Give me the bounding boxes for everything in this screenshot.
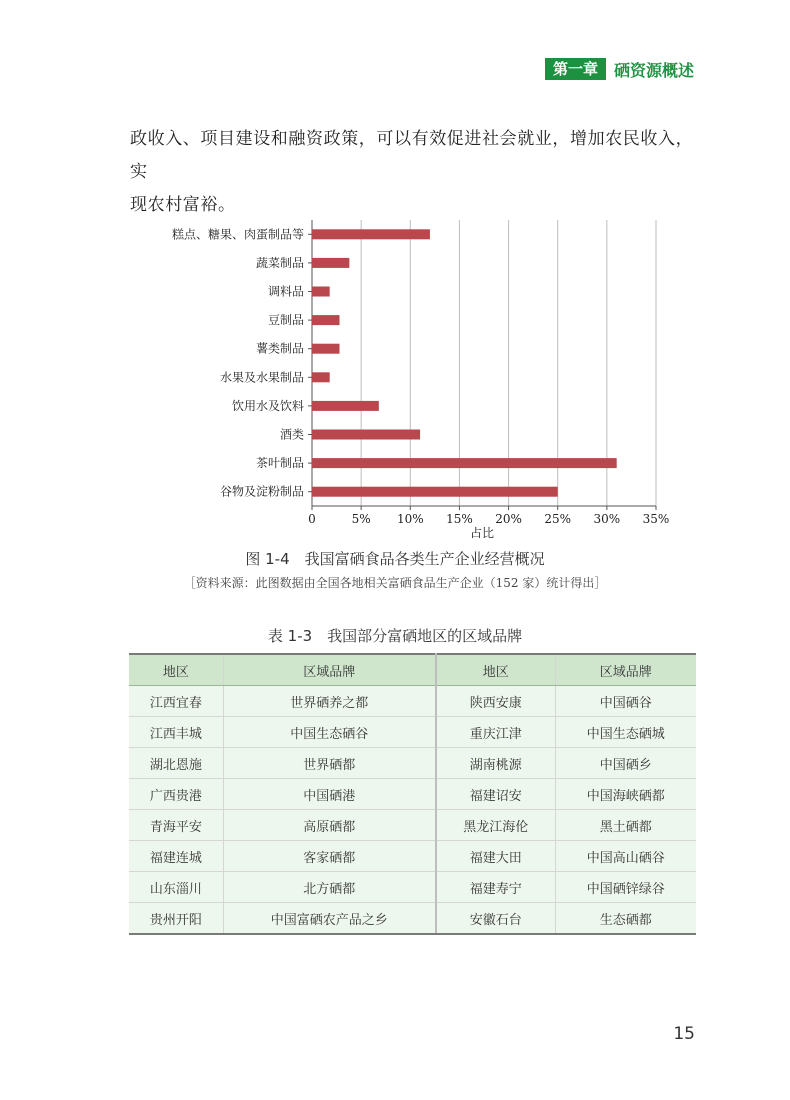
table-cell: 福建连城 xyxy=(129,841,223,872)
table-cell: 中国生态硒城 xyxy=(555,717,696,748)
chapter-badge: 第一章 xyxy=(545,58,606,80)
table-cell: 北方硒都 xyxy=(223,872,436,903)
table-cell: 黑土硒都 xyxy=(555,810,696,841)
chart-category-label: 饮用水及饮料 xyxy=(231,398,304,413)
table-cell: 中国硒港 xyxy=(223,779,436,810)
table-cell: 陕西安康 xyxy=(436,686,555,717)
table-row xyxy=(129,686,696,717)
table-cell: 世界硒都 xyxy=(223,748,436,779)
chart-x-axis-label: 占比 xyxy=(469,526,495,540)
table-cell: 客家硒都 xyxy=(223,841,436,872)
table-row xyxy=(129,903,696,935)
table-row xyxy=(129,810,696,841)
chart-category-label: 蔬菜制品 xyxy=(255,255,304,270)
chart-x-tick-label: 35% xyxy=(642,512,670,526)
table-header-row xyxy=(129,654,696,686)
chart-category-label: 豆制品 xyxy=(267,313,304,328)
chart-x-tick-label: 25% xyxy=(544,512,572,526)
chart-x-tick-label: 20% xyxy=(495,512,522,526)
chart-category-label: 糕点、糖果、肉蛋制品等 xyxy=(171,227,304,242)
table-cell: 青海平安 xyxy=(129,810,223,841)
chart-bar xyxy=(312,372,330,382)
table-row xyxy=(129,779,696,810)
table-cell: 中国生态硒谷 xyxy=(223,717,436,748)
table-cell: 中国硒谷 xyxy=(555,686,696,717)
table-cell: 世界硒养之都 xyxy=(223,686,436,717)
table-cell: 中国高山硒谷 xyxy=(555,841,696,872)
chart-category-label: 茶叶制品 xyxy=(255,456,304,471)
chart-x-tick-label: 0 xyxy=(308,512,316,526)
figure-source: ［资料来源：此图数据由全国各地相关富硒食品生产企业（152 家）统计得出］ xyxy=(183,576,607,590)
table-row xyxy=(129,748,696,779)
chart-category-label: 水果及水果制品 xyxy=(219,370,304,385)
table-cell: 湖北恩施 xyxy=(129,748,223,779)
chart-bar xyxy=(312,315,340,325)
bar-chart xyxy=(0,210,790,545)
table-header-cell: 区域品牌 xyxy=(223,654,436,686)
table-cell: 安徽石台 xyxy=(436,903,555,935)
table-cell: 湖南桃源 xyxy=(436,748,555,779)
table-cell: 重庆江津 xyxy=(436,717,555,748)
chart-category-label: 酒类 xyxy=(279,427,304,442)
chart-bar xyxy=(312,458,617,468)
page-number: 15 xyxy=(673,1024,695,1044)
chart-bar xyxy=(312,229,430,239)
table-cell: 中国硒乡 xyxy=(555,748,696,779)
chart-x-tick-label: 5% xyxy=(351,512,371,526)
table-cell: 广西贵港 xyxy=(129,779,223,810)
table-header-cell: 地区 xyxy=(129,654,223,686)
table-cell: 福建诏安 xyxy=(436,779,555,810)
region-brand-table xyxy=(129,653,696,935)
table-cell: 山东淄川 xyxy=(129,872,223,903)
table-cell: 高原硒都 xyxy=(223,810,436,841)
chart-bar xyxy=(312,344,340,354)
table-header-cell: 区域品牌 xyxy=(555,654,696,686)
table-cell: 江西丰城 xyxy=(129,717,223,748)
chart-bar xyxy=(312,487,558,497)
body-line-1: 政收入、项目建设和融资政策，可以有效促进社会就业，增加农民收入，实 xyxy=(130,129,694,182)
table-caption: 表 1-3 我国部分富硒地区的区域品牌 xyxy=(267,627,523,645)
table-row xyxy=(129,872,696,903)
chapter-title: 硒资源概述 xyxy=(613,60,694,80)
chart-category-label: 调料品 xyxy=(267,284,304,299)
table-cell: 生态硒都 xyxy=(555,903,696,935)
chart-x-tick-label: 30% xyxy=(593,512,621,526)
chart-category-label: 薯类制品 xyxy=(255,341,304,356)
table-cell: 江西宜春 xyxy=(129,686,223,717)
body-line-2: 现农村富裕。 xyxy=(130,195,236,215)
table-cell: 中国富硒农产品之乡 xyxy=(223,903,436,935)
body-paragraph xyxy=(130,123,700,222)
table-cell: 黑龙江海伦 xyxy=(436,810,555,841)
chart-x-tick-label: 10% xyxy=(396,512,424,526)
running-header xyxy=(545,58,694,80)
table-row xyxy=(129,717,696,748)
table-cell: 中国海峡硒都 xyxy=(555,779,696,810)
chart-category-label: 谷物及淀粉制品 xyxy=(219,484,304,499)
table-cell: 福建寿宁 xyxy=(436,872,555,903)
figure-caption: 图 1-4 我国富硒食品各类生产企业经营概况 xyxy=(245,550,545,568)
chart-bar xyxy=(312,258,349,268)
chart-bar xyxy=(312,401,379,411)
table-row xyxy=(129,841,696,872)
table-cell: 福建大田 xyxy=(436,841,555,872)
chart-bar xyxy=(312,287,330,297)
chart-x-tick-label: 15% xyxy=(446,512,473,526)
table-cell: 贵州开阳 xyxy=(129,903,223,935)
chart-bar xyxy=(312,430,420,440)
table-cell: 中国硒锌绿谷 xyxy=(555,872,696,903)
table-header-cell: 地区 xyxy=(436,654,555,686)
